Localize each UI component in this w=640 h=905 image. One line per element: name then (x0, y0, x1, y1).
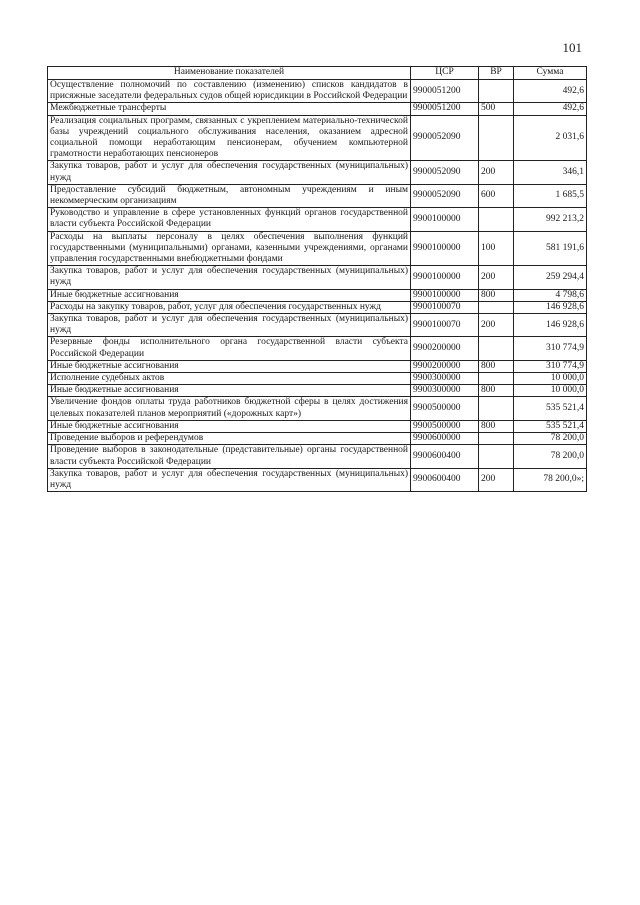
row-vr: 500 (479, 103, 514, 115)
row-csr: 9900052090 (411, 161, 479, 184)
row-name: Расходы на закупку товаров, работ, услуг для обеспечения государственных нужд (48, 301, 411, 313)
row-vr: 800 (479, 385, 514, 397)
table-row (48, 289, 587, 301)
row-vr (479, 301, 514, 313)
table-row (48, 468, 587, 491)
row-name: Осуществление полномочий по составлению (изменению) списков кандидатов в присяжные заседатели федеральных судов общей юрисдикции в Российской Федерации (48, 80, 411, 103)
table-row (48, 360, 587, 372)
table-row (48, 420, 587, 432)
row-name: Межбюджетные трансферты (48, 103, 411, 115)
table-row (48, 184, 587, 207)
row-vr (479, 433, 514, 445)
row-csr: 9900052090 (411, 184, 479, 207)
table-row (48, 115, 587, 161)
row-csr: 9900100070 (411, 301, 479, 313)
row-vr: 200 (479, 314, 514, 337)
row-vr (479, 208, 514, 231)
row-name: Проведение выборов в законодательные (представительные) органы государственной власти субъекта Российской Федерации (48, 445, 411, 468)
row-sum: 1 685,5 (514, 184, 587, 207)
row-name: Проведение выборов и референдумов (48, 433, 411, 445)
row-vr (479, 115, 514, 161)
table-row (48, 433, 587, 445)
row-sum: 2 031,6 (514, 115, 587, 161)
row-csr: 9900100000 (411, 289, 479, 301)
row-csr: 9900100000 (411, 208, 479, 231)
row-name: Резервные фонды исполнительного органа государственной власти субъекта Российской Федерации (48, 337, 411, 360)
header-vr: ВР (479, 67, 514, 80)
row-csr: 9900600000 (411, 433, 479, 445)
table-row (48, 231, 587, 266)
table-row (48, 445, 587, 468)
row-csr: 9900100000 (411, 231, 479, 266)
row-csr: 9900300000 (411, 385, 479, 397)
row-sum: 346,1 (514, 161, 587, 184)
row-name: Закупка товаров, работ и услуг для обеспечения государственных (муниципальных) нужд (48, 266, 411, 289)
row-name: Предоставление субсидий бюджетным, автономным учреждениям и иным некоммерческим организациям (48, 184, 411, 207)
table-row (48, 103, 587, 115)
row-name: Исполнение судебных актов (48, 373, 411, 385)
row-sum: 310 774,9 (514, 337, 587, 360)
table-row (48, 397, 587, 420)
row-name: Реализация социальных программ, связанных с укреплением материально-технической базы учреждений социального обслуживания населения, оказанием адресной социальной помощи неработающим пенсионерам, обучением компьютерной грамотности неработающих пенсионеров (48, 115, 411, 161)
row-csr: 9900200000 (411, 337, 479, 360)
row-csr: 9900052090 (411, 115, 479, 161)
row-vr: 100 (479, 231, 514, 266)
row-sum: 259 294,4 (514, 266, 587, 289)
row-sum: 146 928,6 (514, 301, 587, 313)
row-sum: 992 213,2 (514, 208, 587, 231)
row-csr: 9900500000 (411, 397, 479, 420)
row-sum: 535 521,4 (514, 397, 587, 420)
row-sum: 146 928,6 (514, 314, 587, 337)
row-vr: 200 (479, 468, 514, 491)
row-vr: 800 (479, 360, 514, 372)
table-row (48, 373, 587, 385)
header-name: Наименование показателей (48, 67, 411, 80)
row-sum: 4 798,6 (514, 289, 587, 301)
row-sum: 492,6 (514, 80, 587, 103)
row-sum: 310 774,9 (514, 360, 587, 372)
row-name: Закупка товаров, работ и услуг для обеспечения государственных (муниципальных) нужд (48, 314, 411, 337)
row-csr: 9900051200 (411, 103, 479, 115)
row-name: Иные бюджетные ассигнования (48, 360, 411, 372)
row-csr: 9900100000 (411, 266, 479, 289)
row-csr: 9900100070 (411, 314, 479, 337)
row-name: Иные бюджетные ассигнования (48, 420, 411, 432)
row-csr: 9900500000 (411, 420, 479, 432)
row-csr: 9900600400 (411, 445, 479, 468)
row-csr: 9900051200 (411, 80, 479, 103)
table-row (48, 314, 587, 337)
row-name: Увеличение фондов оплаты труда работников бюджетной сферы в целях достижения целевых показателей планов мероприятий («дорожных карт») (48, 397, 411, 420)
budget-table (47, 66, 587, 492)
header-sum: Сумма (514, 67, 587, 80)
row-sum: 78 200,0»; (514, 468, 587, 491)
row-csr: 9900200000 (411, 360, 479, 372)
page-number: 101 (562, 40, 582, 55)
row-vr: 200 (479, 266, 514, 289)
row-vr (479, 397, 514, 420)
row-vr: 800 (479, 289, 514, 301)
table-row (48, 208, 587, 231)
row-name: Иные бюджетные ассигнования (48, 289, 411, 301)
row-csr: 9900300000 (411, 373, 479, 385)
row-name: Руководство и управление в сфере установленных функций органов государственной власти субъекта Российской Федерации (48, 208, 411, 231)
row-sum: 581 191,6 (514, 231, 587, 266)
table-row (48, 337, 587, 360)
row-vr (479, 337, 514, 360)
table-row (48, 301, 587, 313)
table-row (48, 161, 587, 184)
row-vr (479, 445, 514, 468)
table-row (48, 385, 587, 397)
row-sum: 10 000,0 (514, 373, 587, 385)
row-sum: 78 200,0 (514, 433, 587, 445)
row-name: Иные бюджетные ассигнования (48, 385, 411, 397)
header-csr: ЦСР (411, 67, 479, 80)
table-row (48, 266, 587, 289)
row-name: Закупка товаров, работ и услуг для обеспечения государственных (муниципальных) нужд (48, 161, 411, 184)
row-vr: 600 (479, 184, 514, 207)
row-csr: 9900600400 (411, 468, 479, 491)
row-vr: 200 (479, 161, 514, 184)
table-row (48, 80, 587, 103)
row-sum: 10 000,0 (514, 385, 587, 397)
row-name: Расходы на выплаты персоналу в целях обеспечения выполнения функций государственными (муниципальными) органами, казенными учреждениями, органами управления государственными внебюджетными фондами (48, 231, 411, 266)
row-sum: 535 521,4 (514, 420, 587, 432)
row-sum: 78 200,0 (514, 445, 587, 468)
table-header-row (48, 67, 587, 80)
table-body (48, 80, 587, 492)
row-sum: 492,6 (514, 103, 587, 115)
row-vr (479, 80, 514, 103)
row-vr (479, 373, 514, 385)
row-name: Закупка товаров, работ и услуг для обеспечения государственных (муниципальных) нужд (48, 468, 411, 491)
row-vr: 800 (479, 420, 514, 432)
